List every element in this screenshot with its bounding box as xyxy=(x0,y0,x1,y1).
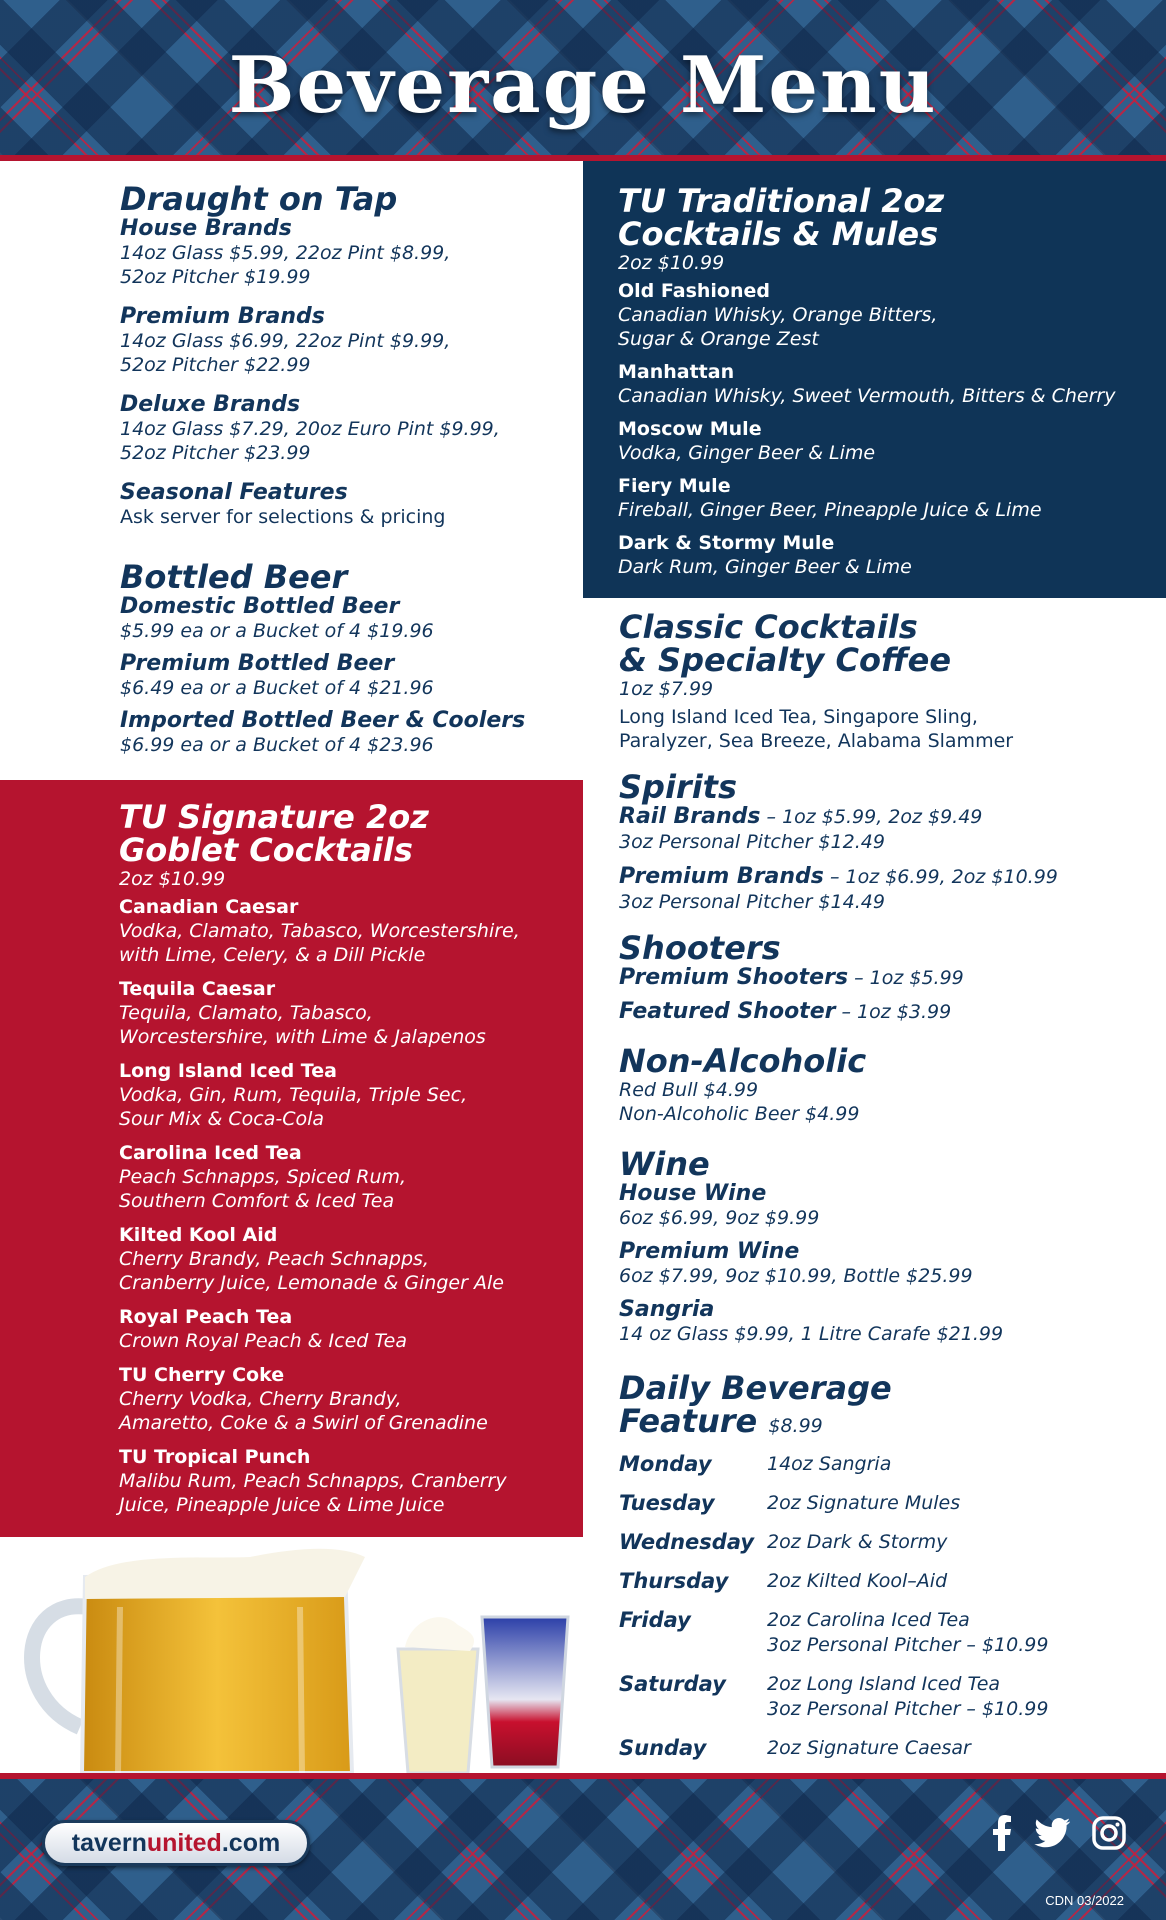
cocktail-name: Tequila Caesar xyxy=(119,978,276,1000)
cocktail-desc: Southern Comfort & Iced Tea xyxy=(119,1190,395,1212)
draught-item-line: 52oz Pitcher $22.99 xyxy=(120,354,311,376)
wine-item-name: Sangria xyxy=(619,1297,715,1322)
spirits-title: Spirits xyxy=(619,768,738,806)
wine-item xyxy=(619,1239,1149,1288)
cocktail-name: Dark & Stormy Mule xyxy=(618,532,835,554)
cocktail-desc: Canadian Whisky, Sweet Vermouth, Bitters & Cherry xyxy=(618,385,1116,407)
cocktail-desc: Fireball, Ginger Beer, Pineapple Juice & Lime xyxy=(618,499,1042,521)
signature-price: 2oz $10.99 xyxy=(119,868,226,890)
nonalc-line: Red Bull $4.99 xyxy=(619,1079,759,1101)
draught-item xyxy=(120,392,570,465)
cocktail-desc: Cherry Vodka, Cherry Brandy, xyxy=(119,1388,402,1410)
daily-row xyxy=(619,1569,1139,1594)
bottled-item-name: Imported Bottled Beer & Coolers xyxy=(120,708,526,733)
cocktail-name: TU Tropical Punch xyxy=(119,1446,311,1468)
cocktail-desc: Canadian Whisky, Orange Bitters, xyxy=(618,304,938,326)
wine-item xyxy=(619,1297,1149,1346)
shooters-item xyxy=(619,999,1149,1025)
spirits-item xyxy=(619,804,1149,854)
daily-day: Wednesday xyxy=(619,1530,755,1554)
cocktail-name: Fiery Mule xyxy=(618,475,731,497)
site-text: tavern xyxy=(71,1829,147,1857)
cocktail-name: Long Island Iced Tea xyxy=(119,1060,337,1082)
draught-section xyxy=(120,180,570,529)
cocktail-desc: Malibu Rum, Peach Schnapps, Cranberry xyxy=(119,1470,507,1492)
traditional-title: TU Traditional 2oz xyxy=(618,182,945,220)
draught-item-name: House Brands xyxy=(120,216,292,241)
bottled-item-line: $5.99 ea or a Bucket of 4 $19.96 xyxy=(120,620,434,642)
cocktail-desc: Dark Rum, Ginger Beer & Lime xyxy=(618,556,912,578)
daily-row xyxy=(619,1491,1139,1516)
bottled-item xyxy=(120,594,570,643)
daily-feature-extra: 3oz Personal Pitcher – $10.99 xyxy=(767,1698,1049,1720)
draught-title: Draught on Tap xyxy=(120,180,398,218)
daily-row xyxy=(619,1608,1139,1658)
draught-item xyxy=(120,304,570,377)
daily-feature-extra: 3oz Personal Pitcher – $10.99 xyxy=(767,1634,1049,1656)
daily-day: Tuesday xyxy=(619,1491,715,1515)
cocktail-name: Kilted Kool Aid xyxy=(119,1224,278,1246)
daily-day: Monday xyxy=(619,1452,712,1476)
instagram-icon[interactable] xyxy=(1092,1816,1126,1850)
signature-section xyxy=(119,798,569,1517)
daily-feature: 2oz Long Island Iced Tea xyxy=(767,1673,1001,1695)
cocktail-item xyxy=(119,895,569,967)
draught-item xyxy=(120,216,570,289)
draught-item-line: 52oz Pitcher $19.99 xyxy=(120,266,311,288)
cocktail-item xyxy=(618,417,1148,465)
classic-title: Classic Cocktails xyxy=(619,608,918,646)
cocktail-name: Old Fashioned xyxy=(618,280,770,302)
cocktail-item xyxy=(119,977,569,1049)
draught-item-line: 14oz Glass $5.99, 22oz Pint $8.99, xyxy=(120,242,451,264)
print-code: CDN 03/2022 xyxy=(1045,1893,1124,1908)
draught-item-name: Premium Brands xyxy=(120,304,325,329)
cocktail-item xyxy=(618,531,1148,579)
draught-item-line: 14oz Glass $6.99, 22oz Pint $9.99, xyxy=(120,330,451,352)
daily-row xyxy=(619,1530,1139,1555)
site-text: .com xyxy=(221,1829,281,1857)
bottled-title: Bottled Beer xyxy=(120,558,348,596)
draught-item-line: 52oz Pitcher $23.99 xyxy=(120,442,311,464)
wine-section xyxy=(619,1145,1149,1346)
cocktail-desc: Vodka, Ginger Beer & Lime xyxy=(618,442,876,464)
signature-title: Goblet Cocktails xyxy=(119,831,413,869)
page-title: Beverage Menu xyxy=(228,40,938,131)
nonalc-section xyxy=(619,1042,1149,1126)
cocktail-name: TU Cherry Coke xyxy=(119,1364,285,1386)
daily-feature: 2oz Kilted Kool–Aid xyxy=(767,1570,948,1592)
shooters-item-name: Premium Shooters xyxy=(619,965,849,990)
facebook-icon[interactable] xyxy=(992,1815,1012,1851)
spirits-item-line: 3oz Personal Pitcher $12.49 xyxy=(619,831,885,853)
daily-feature: 2oz Signature Caesar xyxy=(767,1737,971,1759)
nonalc-title: Non-Alcoholic xyxy=(619,1042,867,1080)
cocktail-name: Royal Peach Tea xyxy=(119,1306,293,1328)
daily-day: Sunday xyxy=(619,1736,707,1760)
signature-title: TU Signature 2oz xyxy=(119,798,429,836)
daily-row xyxy=(619,1736,1139,1761)
daily-price: $8.99 xyxy=(768,1415,823,1437)
wine-item-name: Premium Wine xyxy=(619,1239,800,1264)
wine-item-name: House Wine xyxy=(619,1181,767,1206)
cocktail-item xyxy=(119,1363,569,1435)
spirits-item-price: – 1oz $5.99, 2oz $9.49 xyxy=(760,806,983,828)
shooters-item-price: – 1oz $3.99 xyxy=(835,1001,952,1023)
spirits-item-price: – 1oz $6.99, 2oz $10.99 xyxy=(823,866,1058,888)
classic-line: Long Island Iced Tea, Singapore Sling, xyxy=(619,706,978,728)
daily-feature: 2oz Carolina Iced Tea xyxy=(767,1609,970,1631)
cocktail-item xyxy=(119,1223,569,1295)
site-text: united xyxy=(146,1829,222,1857)
draught-item-line: Ask server for selections & pricing xyxy=(120,506,446,528)
traditional-title: Cocktails & Mules xyxy=(618,215,939,253)
daily-section xyxy=(619,1369,1149,1443)
cocktail-item xyxy=(119,1059,569,1131)
daily-row xyxy=(619,1452,1139,1477)
cocktail-desc: Juice, Pineapple Juice & Lime Juice xyxy=(119,1494,445,1516)
cocktail-item xyxy=(618,360,1148,408)
cocktail-item xyxy=(618,474,1148,522)
cocktail-desc: with Lime, Celery, & a Dill Pickle xyxy=(119,944,426,966)
cocktail-desc: Vodka, Clamato, Tabasco, Worcestershire, xyxy=(119,920,520,942)
draught-item-name: Deluxe Brands xyxy=(120,392,301,417)
cocktail-item xyxy=(119,1445,569,1517)
cocktail-desc: Tequila, Clamato, Tabasco, xyxy=(119,1002,373,1024)
classic-section xyxy=(619,608,1149,753)
cocktail-desc: Cherry Brandy, Peach Schnapps, xyxy=(119,1248,429,1270)
bottled-item-name: Premium Bottled Beer xyxy=(120,651,395,676)
twitter-icon[interactable] xyxy=(1034,1818,1070,1848)
shooters-item xyxy=(619,965,1149,991)
shooters-item-name: Featured Shooter xyxy=(619,999,836,1024)
cocktail-desc: Crown Royal Peach & Iced Tea xyxy=(119,1330,407,1352)
draught-item xyxy=(120,480,570,529)
nonalc-line: Non-Alcoholic Beer $4.99 xyxy=(619,1103,860,1125)
cocktail-desc: Sugar & Orange Zest xyxy=(618,328,819,350)
bottled-item-name: Domestic Bottled Beer xyxy=(120,594,400,619)
wine-item xyxy=(619,1181,1149,1230)
daily-day: Friday xyxy=(619,1608,691,1632)
wine-item-line: 14 oz Glass $9.99, 1 Litre Carafe $21.99 xyxy=(619,1323,1004,1345)
daily-row xyxy=(619,1672,1139,1722)
wine-item-line: 6oz $7.99, 9oz $10.99, Bottle $25.99 xyxy=(619,1265,973,1287)
cocktail-desc: Amaretto, Coke & a Swirl of Grenadine xyxy=(119,1412,488,1434)
cocktail-desc: Sour Mix & Coca-Cola xyxy=(119,1108,325,1130)
cocktail-item xyxy=(618,279,1148,351)
bottled-item xyxy=(120,651,570,700)
daily-title: Feature xyxy=(619,1402,758,1440)
bottled-item xyxy=(120,708,570,757)
daily-day: Thursday xyxy=(619,1569,729,1593)
drinks-image xyxy=(0,1537,583,1773)
cocktail-item xyxy=(119,1141,569,1213)
cocktail-name: Canadian Caesar xyxy=(119,896,299,918)
spirits-item-line: 3oz Personal Pitcher $14.49 xyxy=(619,891,885,913)
shooters-title: Shooters xyxy=(619,929,781,967)
draught-item-name: Seasonal Features xyxy=(120,480,348,505)
social-links xyxy=(992,1815,1126,1851)
traditional-price: 2oz $10.99 xyxy=(618,252,725,274)
cocktail-name: Carolina Iced Tea xyxy=(119,1142,302,1164)
bottled-section xyxy=(120,558,570,757)
shooters-item-price: – 1oz $5.99 xyxy=(848,967,964,989)
cocktail-desc: Vodka, Gin, Rum, Tequila, Triple Sec, xyxy=(119,1084,468,1106)
spirits-item-name: Premium Brands xyxy=(619,864,824,889)
daily-feature: 14oz Sangria xyxy=(767,1453,892,1475)
spirits-item xyxy=(619,864,1149,914)
bottled-item-line: $6.49 ea or a Bucket of 4 $21.96 xyxy=(120,677,434,699)
draught-item-line: 14oz Glass $7.29, 20oz Euro Pint $9.99, xyxy=(120,418,500,440)
daily-feature: 2oz Signature Mules xyxy=(767,1492,961,1514)
cocktail-name: Moscow Mule xyxy=(618,418,762,440)
daily-table xyxy=(619,1452,1139,1775)
daily-feature: 2oz Dark & Stormy xyxy=(767,1531,948,1553)
cocktail-name: Manhattan xyxy=(618,361,735,383)
cocktail-desc: Cranberry Juice, Lemonade & Ginger Ale xyxy=(119,1272,504,1294)
classic-price: 1oz $7.99 xyxy=(619,678,714,700)
cocktail-desc: Worcestershire, with Lime & Jalapenos xyxy=(119,1026,486,1048)
traditional-section xyxy=(618,182,1148,579)
classic-line: Paralyzer, Sea Breeze, Alabama Slammer xyxy=(619,730,1014,752)
website-link[interactable] xyxy=(42,1820,310,1866)
spirits-item-name: Rail Brands xyxy=(619,804,761,829)
wine-title: Wine xyxy=(619,1145,710,1183)
cocktail-desc: Peach Schnapps, Spiced Rum, xyxy=(119,1166,407,1188)
shooters-section xyxy=(619,929,1149,1025)
wine-item-line: 6oz $6.99, 9oz $9.99 xyxy=(619,1207,820,1229)
daily-title: Daily Beverage xyxy=(619,1369,892,1407)
cocktail-item xyxy=(119,1305,569,1353)
classic-title: & Specialty Coffee xyxy=(619,641,952,679)
spirits-section xyxy=(619,768,1149,914)
bottled-item-line: $6.99 ea or a Bucket of 4 $23.96 xyxy=(120,734,434,756)
daily-day: Saturday xyxy=(619,1672,726,1696)
